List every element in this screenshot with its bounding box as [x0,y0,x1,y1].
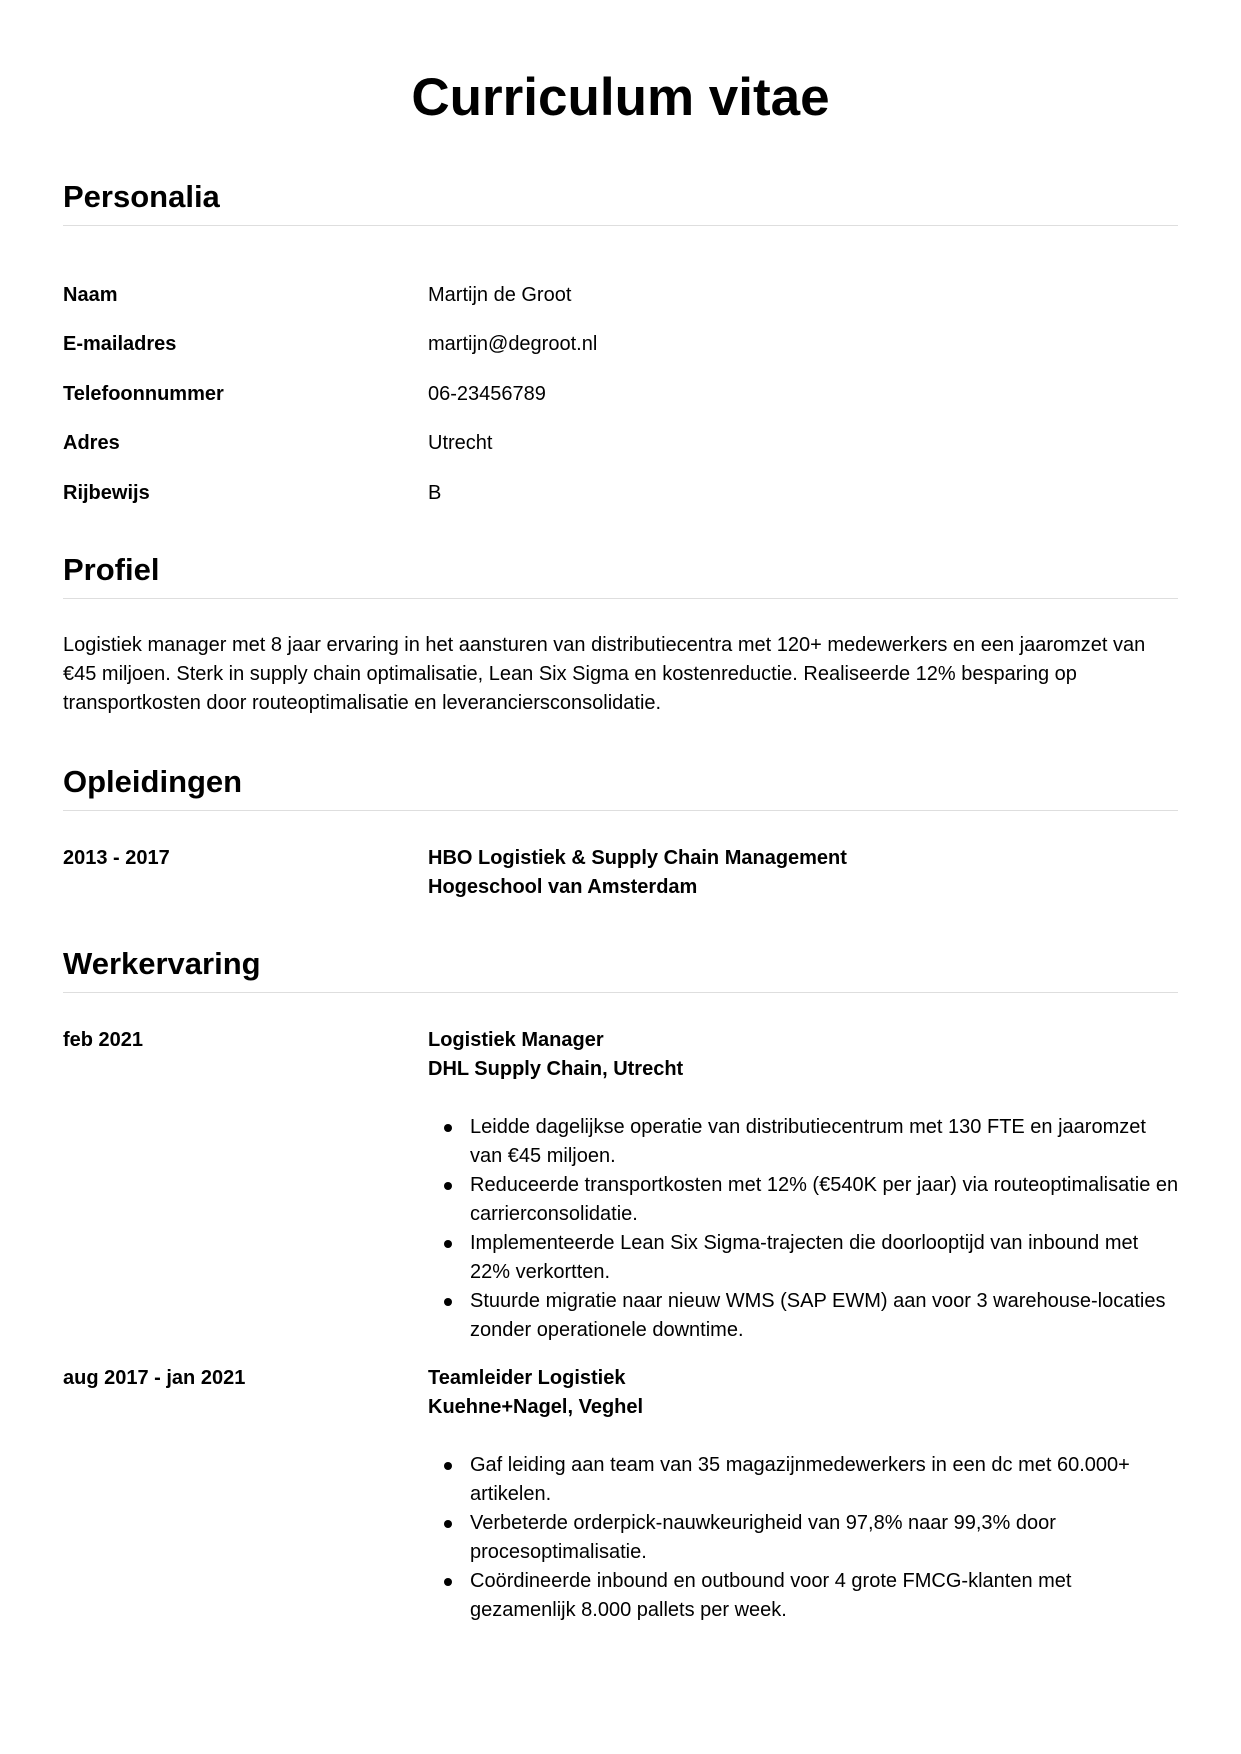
achievement-text: Verbeterde orderpick-nauwkeurigheid van 97,8% naar 99,3% door procesoptimalisatie. [470,1512,1056,1563]
personalia-value: Utrecht [428,432,493,454]
education-period: 2013 - 2017 [63,847,170,869]
achievement-text: Stuurde migratie naar nieuw WMS (SAP EWM) aan voor 3 warehouse-locaties zonder operationele downtime. [470,1290,1166,1341]
section-profiel [63,550,1178,599]
list-item [428,1171,1180,1229]
job-role: Logistiek Manager [428,1029,604,1051]
bullet-icon [444,1578,452,1586]
achievement-text: Implementeerde Lean Six Sigma-trajecten die doorlooptijd van inbound met 22% verkortten. [470,1232,1139,1283]
personalia-value: Martijn de Groot [428,284,572,306]
bullet-icon [444,1462,452,1470]
email-value: martijn@degroot.nl [428,333,598,355]
personalia-value: B [428,482,442,504]
achievement-text: Leidde dagelijkse operatie van distributiecentrum met 130 FTE en jaaromzet van €45 miljoen. [470,1116,1146,1167]
personalia-label: Naam [63,284,118,306]
bullet-icon [444,1298,452,1306]
list-item [428,1567,1180,1625]
bullet-icon [444,1124,452,1132]
list-item [428,1509,1180,1567]
personalia-label: Telefoonnummer [63,383,224,405]
phone-value: 06-23456789 [428,383,546,405]
job-role: Teamleider Logistiek [428,1367,626,1389]
section-heading-werkervaring: Werkervaring [63,944,1178,993]
section-opleidingen [63,762,1178,811]
education-institution: Hogeschool van Amsterdam [428,876,698,898]
section-heading-opleidingen: Opleidingen [63,762,1178,811]
list-item [428,1113,1180,1171]
document-title: Curriculum vitae [411,68,830,127]
profile-summary: Logistiek manager met 8 jaar ervaring in het aansturen van distributiecentra met 120+ medewerkers en een jaaromzet van €45 miljoen. Sterk in supply chain optimalisatie, Lean Six Sigma en kostenreductie. Realiseerde 12% besparing op transportkosten door routeoptimalisatie en leveranciersconsolidatie. [63,634,1146,714]
job-company: Kuehne+Nagel, Veghel [428,1396,644,1418]
job-entry [428,1026,1180,1345]
job-period: aug 2017 - jan 2021 [63,1367,246,1389]
section-heading-profiel: Profiel [63,550,1178,599]
bullet-icon [444,1240,452,1248]
achievement-text: Reduceerde transportkosten met 12% (€540K per jaar) via routeoptimalisatie en carrierconsolidatie. [470,1174,1179,1225]
list-item [428,1229,1180,1287]
job-entry [428,1364,1180,1625]
job-achievements [428,1451,1180,1625]
education-entry [428,844,1180,902]
job-company: DHL Supply Chain, Utrecht [428,1058,684,1080]
personalia-label: Rijbewijs [63,482,150,504]
bullet-icon [444,1182,452,1190]
achievement-text: Coördineerde inbound en outbound voor 4 grote FMCG-klanten met gezamenlijk 8.000 pallets per week. [470,1570,1072,1621]
list-item [428,1451,1180,1509]
job-period: feb 2021 [63,1029,144,1051]
list-item [428,1287,1180,1345]
personalia-label: E-mailadres [63,333,177,355]
section-heading-personalia: Personalia [63,177,1178,226]
education-title: HBO Logistiek & Supply Chain Management [428,847,847,869]
personalia-label: Adres [63,432,120,454]
achievement-text: Gaf leiding aan team van 35 magazijnmedewerkers in een dc met 60.000+ artikelen. [470,1454,1130,1505]
section-personalia [63,177,1178,226]
job-achievements [428,1113,1180,1345]
section-werkervaring [63,944,1178,993]
bullet-icon [444,1520,452,1528]
